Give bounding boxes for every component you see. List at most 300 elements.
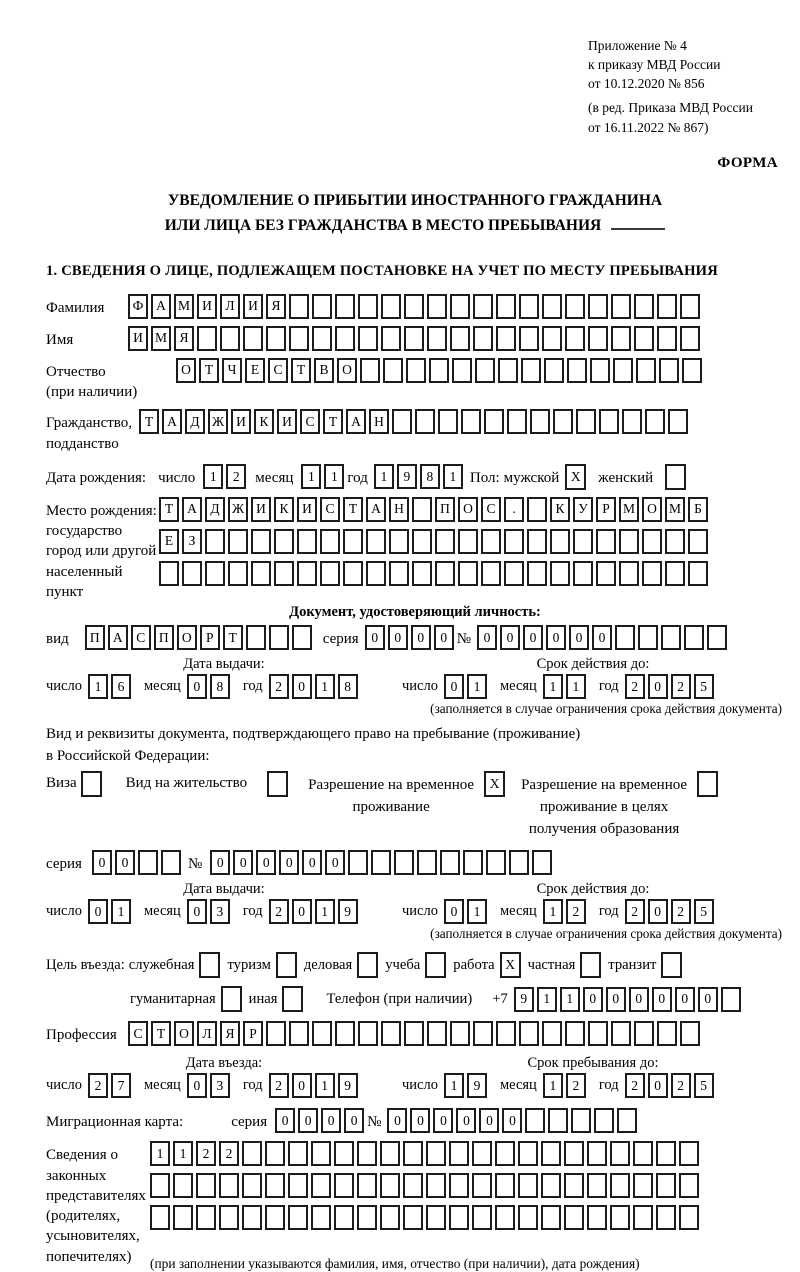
char-cell[interactable] xyxy=(334,1173,354,1198)
char-cell[interactable] xyxy=(196,1173,216,1198)
char-cell[interactable] xyxy=(636,358,656,383)
char-cell[interactable]: 1 xyxy=(324,464,344,489)
char-cell[interactable] xyxy=(659,358,679,383)
char-cell[interactable] xyxy=(565,294,585,319)
char-cell[interactable] xyxy=(544,358,564,383)
purpose-tourism-checkbox[interactable] xyxy=(276,952,297,978)
char-cell[interactable]: 2 xyxy=(671,1073,691,1098)
char-cell[interactable] xyxy=(196,1205,216,1230)
char-cell[interactable]: 2 xyxy=(625,899,645,924)
char-cell[interactable]: О xyxy=(458,497,478,522)
char-cell[interactable]: И xyxy=(297,497,317,522)
char-cell[interactable]: 1 xyxy=(543,899,563,924)
char-cell[interactable]: Т xyxy=(199,358,219,383)
char-cell[interactable]: 0 xyxy=(92,850,112,875)
char-cell[interactable]: 5 xyxy=(694,674,714,699)
char-cell[interactable] xyxy=(450,1021,470,1046)
char-cell[interactable]: Р xyxy=(596,497,616,522)
char-cell[interactable] xyxy=(381,294,401,319)
char-cell[interactable] xyxy=(519,326,539,351)
char-cell[interactable]: 0 xyxy=(233,850,253,875)
char-cell[interactable]: А xyxy=(182,497,202,522)
char-cell[interactable] xyxy=(269,625,289,650)
char-cell[interactable] xyxy=(564,1205,584,1230)
char-cell[interactable] xyxy=(473,294,493,319)
char-cell[interactable]: 9 xyxy=(514,987,534,1012)
char-cell[interactable]: Р xyxy=(200,625,220,650)
char-cell[interactable]: 3 xyxy=(210,1073,230,1098)
char-cell[interactable]: Н xyxy=(389,497,409,522)
char-cell[interactable]: О xyxy=(337,358,357,383)
title-blank-underline[interactable] xyxy=(611,215,665,230)
char-cell[interactable] xyxy=(266,1021,286,1046)
char-cell[interactable]: О xyxy=(177,625,197,650)
char-cell[interactable] xyxy=(412,561,432,586)
char-cell[interactable] xyxy=(611,294,631,319)
char-cell[interactable]: С xyxy=(128,1021,148,1046)
char-cell[interactable]: И xyxy=(231,409,251,434)
char-cell[interactable]: 0 xyxy=(187,674,207,699)
char-cell[interactable] xyxy=(542,1021,562,1046)
char-cell[interactable] xyxy=(427,294,447,319)
char-cell[interactable]: 2 xyxy=(269,1073,289,1098)
char-cell[interactable] xyxy=(427,326,447,351)
char-cell[interactable]: 2 xyxy=(625,674,645,699)
char-cell[interactable]: Ж xyxy=(228,497,248,522)
char-cell[interactable] xyxy=(661,625,681,650)
char-cell[interactable] xyxy=(289,1021,309,1046)
char-cell[interactable] xyxy=(634,294,654,319)
char-cell[interactable]: 0 xyxy=(292,674,312,699)
char-cell[interactable]: 0 xyxy=(675,987,695,1012)
char-cell[interactable]: 0 xyxy=(444,899,464,924)
char-cell[interactable] xyxy=(615,625,635,650)
char-cell[interactable]: И xyxy=(277,409,297,434)
char-cell[interactable] xyxy=(657,1021,677,1046)
char-cell[interactable] xyxy=(335,326,355,351)
char-cell[interactable]: 0 xyxy=(652,987,672,1012)
char-cell[interactable]: Д xyxy=(205,497,225,522)
char-cell[interactable]: Т xyxy=(223,625,243,650)
char-cell[interactable]: 1 xyxy=(301,464,321,489)
char-cell[interactable]: 5 xyxy=(694,1073,714,1098)
char-cell[interactable] xyxy=(426,1205,446,1230)
char-cell[interactable]: . xyxy=(504,497,524,522)
char-cell[interactable]: С xyxy=(300,409,320,434)
char-cell[interactable] xyxy=(251,561,271,586)
char-cell[interactable]: М xyxy=(665,497,685,522)
char-cell[interactable] xyxy=(334,1205,354,1230)
char-cell[interactable]: 0 xyxy=(444,674,464,699)
char-cell[interactable] xyxy=(150,1205,170,1230)
char-cell[interactable] xyxy=(472,1205,492,1230)
char-cell[interactable] xyxy=(587,1205,607,1230)
char-cell[interactable] xyxy=(461,409,481,434)
char-cell[interactable] xyxy=(498,358,518,383)
char-cell[interactable] xyxy=(542,294,562,319)
char-cell[interactable] xyxy=(458,529,478,554)
char-cell[interactable] xyxy=(484,409,504,434)
char-cell[interactable]: И xyxy=(251,497,271,522)
char-cell[interactable] xyxy=(440,850,460,875)
char-cell[interactable]: 1 xyxy=(315,899,335,924)
char-cell[interactable] xyxy=(312,326,332,351)
char-cell[interactable] xyxy=(680,1021,700,1046)
char-cell[interactable] xyxy=(358,294,378,319)
purpose-humanitarian-checkbox[interactable] xyxy=(221,986,242,1012)
char-cell[interactable] xyxy=(450,294,470,319)
char-cell[interactable]: Я xyxy=(220,1021,240,1046)
char-cell[interactable]: Я xyxy=(174,326,194,351)
char-cell[interactable]: 0 xyxy=(344,1108,364,1133)
char-cell[interactable]: 0 xyxy=(433,1108,453,1133)
char-cell[interactable] xyxy=(292,625,312,650)
char-cell[interactable] xyxy=(452,358,472,383)
visa-checkbox[interactable] xyxy=(81,771,102,797)
char-cell[interactable] xyxy=(182,561,202,586)
char-cell[interactable] xyxy=(228,529,248,554)
char-cell[interactable]: С xyxy=(320,497,340,522)
char-cell[interactable] xyxy=(642,561,662,586)
char-cell[interactable] xyxy=(312,294,332,319)
char-cell[interactable] xyxy=(320,529,340,554)
char-cell[interactable]: 0 xyxy=(500,625,520,650)
char-cell[interactable] xyxy=(243,326,263,351)
char-cell[interactable]: Т xyxy=(323,409,343,434)
char-cell[interactable] xyxy=(527,497,547,522)
char-cell[interactable]: О xyxy=(176,358,196,383)
char-cell[interactable] xyxy=(565,326,585,351)
char-cell[interactable] xyxy=(527,529,547,554)
char-cell[interactable]: 0 xyxy=(592,625,612,650)
char-cell[interactable] xyxy=(412,497,432,522)
char-cell[interactable]: Л xyxy=(197,1021,217,1046)
char-cell[interactable] xyxy=(679,1205,699,1230)
char-cell[interactable] xyxy=(588,294,608,319)
char-cell[interactable]: Т xyxy=(343,497,363,522)
char-cell[interactable] xyxy=(381,1021,401,1046)
char-cell[interactable]: Р xyxy=(243,1021,263,1046)
char-cell[interactable]: 0 xyxy=(569,625,589,650)
char-cell[interactable]: 9 xyxy=(338,1073,358,1098)
char-cell[interactable] xyxy=(622,409,642,434)
char-cell[interactable]: Б xyxy=(688,497,708,522)
char-cell[interactable] xyxy=(173,1173,193,1198)
char-cell[interactable]: 1 xyxy=(173,1141,193,1166)
char-cell[interactable]: 6 xyxy=(111,674,131,699)
char-cell[interactable]: 0 xyxy=(523,625,543,650)
char-cell[interactable]: К xyxy=(254,409,274,434)
char-cell[interactable]: З xyxy=(182,529,202,554)
char-cell[interactable]: 1 xyxy=(315,674,335,699)
char-cell[interactable] xyxy=(496,326,516,351)
char-cell[interactable]: 1 xyxy=(203,464,223,489)
char-cell[interactable] xyxy=(389,561,409,586)
char-cell[interactable]: Ж xyxy=(208,409,228,434)
char-cell[interactable]: П xyxy=(85,625,105,650)
char-cell[interactable] xyxy=(642,529,662,554)
char-cell[interactable] xyxy=(525,1108,545,1133)
char-cell[interactable] xyxy=(656,1205,676,1230)
purpose-official-checkbox[interactable] xyxy=(199,952,220,978)
char-cell[interactable] xyxy=(138,850,158,875)
char-cell[interactable]: 9 xyxy=(397,464,417,489)
char-cell[interactable] xyxy=(495,1205,515,1230)
char-cell[interactable] xyxy=(680,326,700,351)
char-cell[interactable] xyxy=(357,1173,377,1198)
char-cell[interactable]: 0 xyxy=(279,850,299,875)
char-cell[interactable]: 0 xyxy=(325,850,345,875)
char-cell[interactable] xyxy=(638,625,658,650)
char-cell[interactable] xyxy=(406,358,426,383)
char-cell[interactable]: Е xyxy=(159,529,179,554)
char-cell[interactable]: Т xyxy=(151,1021,171,1046)
char-cell[interactable] xyxy=(357,1205,377,1230)
char-cell[interactable]: А xyxy=(108,625,128,650)
char-cell[interactable] xyxy=(288,1205,308,1230)
char-cell[interactable] xyxy=(610,1205,630,1230)
char-cell[interactable]: 0 xyxy=(479,1108,499,1133)
char-cell[interactable]: 1 xyxy=(443,464,463,489)
char-cell[interactable] xyxy=(427,1021,447,1046)
char-cell[interactable]: 0 xyxy=(502,1108,522,1133)
char-cell[interactable] xyxy=(426,1173,446,1198)
char-cell[interactable] xyxy=(553,409,573,434)
char-cell[interactable]: 3 xyxy=(210,899,230,924)
char-cell[interactable] xyxy=(571,1108,591,1133)
char-cell[interactable]: 0 xyxy=(115,850,135,875)
char-cell[interactable] xyxy=(596,561,616,586)
char-cell[interactable] xyxy=(599,409,619,434)
char-cell[interactable] xyxy=(504,529,524,554)
char-cell[interactable] xyxy=(567,358,587,383)
char-cell[interactable] xyxy=(150,1173,170,1198)
char-cell[interactable]: П xyxy=(435,497,455,522)
char-cell[interactable]: И xyxy=(128,326,148,351)
char-cell[interactable] xyxy=(417,850,437,875)
char-cell[interactable] xyxy=(633,1173,653,1198)
char-cell[interactable]: 1 xyxy=(444,1073,464,1098)
char-cell[interactable] xyxy=(472,1173,492,1198)
char-cell[interactable]: 2 xyxy=(88,1073,108,1098)
char-cell[interactable] xyxy=(633,1205,653,1230)
char-cell[interactable] xyxy=(450,326,470,351)
char-cell[interactable]: М xyxy=(619,497,639,522)
char-cell[interactable]: Ч xyxy=(222,358,242,383)
char-cell[interactable]: 0 xyxy=(698,987,718,1012)
char-cell[interactable] xyxy=(611,326,631,351)
char-cell[interactable]: О xyxy=(642,497,662,522)
char-cell[interactable] xyxy=(403,1205,423,1230)
char-cell[interactable] xyxy=(481,561,501,586)
char-cell[interactable]: Ф xyxy=(128,294,148,319)
char-cell[interactable]: Т xyxy=(139,409,159,434)
char-cell[interactable] xyxy=(527,561,547,586)
char-cell[interactable] xyxy=(265,1173,285,1198)
char-cell[interactable] xyxy=(312,1021,332,1046)
char-cell[interactable]: 1 xyxy=(543,1073,563,1098)
char-cell[interactable]: 0 xyxy=(434,625,454,650)
char-cell[interactable] xyxy=(389,529,409,554)
char-cell[interactable] xyxy=(550,561,570,586)
char-cell[interactable] xyxy=(404,326,424,351)
purpose-business-checkbox[interactable] xyxy=(357,952,378,978)
char-cell[interactable] xyxy=(519,294,539,319)
char-cell[interactable]: 0 xyxy=(292,899,312,924)
char-cell[interactable]: К xyxy=(550,497,570,522)
char-cell[interactable] xyxy=(380,1205,400,1230)
char-cell[interactable] xyxy=(246,625,266,650)
char-cell[interactable] xyxy=(519,1021,539,1046)
char-cell[interactable] xyxy=(588,326,608,351)
char-cell[interactable] xyxy=(228,561,248,586)
char-cell[interactable] xyxy=(380,1173,400,1198)
char-cell[interactable] xyxy=(530,409,550,434)
char-cell[interactable]: 0 xyxy=(298,1108,318,1133)
char-cell[interactable]: 0 xyxy=(629,987,649,1012)
char-cell[interactable] xyxy=(297,529,317,554)
char-cell[interactable]: С xyxy=(131,625,151,650)
char-cell[interactable]: 0 xyxy=(648,899,668,924)
char-cell[interactable] xyxy=(219,1173,239,1198)
char-cell[interactable] xyxy=(335,1021,355,1046)
char-cell[interactable]: А xyxy=(366,497,386,522)
char-cell[interactable]: 0 xyxy=(477,625,497,650)
char-cell[interactable] xyxy=(403,1173,423,1198)
char-cell[interactable]: 1 xyxy=(315,1073,335,1098)
char-cell[interactable]: 0 xyxy=(187,1073,207,1098)
char-cell[interactable] xyxy=(311,1173,331,1198)
char-cell[interactable] xyxy=(173,1205,193,1230)
char-cell[interactable]: И xyxy=(243,294,263,319)
char-cell[interactable] xyxy=(289,326,309,351)
char-cell[interactable] xyxy=(358,1021,378,1046)
char-cell[interactable]: У xyxy=(573,497,593,522)
gender-female-checkbox[interactable] xyxy=(665,464,686,490)
char-cell[interactable]: 5 xyxy=(694,899,714,924)
char-cell[interactable]: 0 xyxy=(275,1108,295,1133)
char-cell[interactable]: А xyxy=(162,409,182,434)
char-cell[interactable] xyxy=(394,850,414,875)
char-cell[interactable] xyxy=(343,561,363,586)
char-cell[interactable] xyxy=(496,1021,516,1046)
char-cell[interactable] xyxy=(507,409,527,434)
char-cell[interactable]: А xyxy=(151,294,171,319)
char-cell[interactable]: 2 xyxy=(566,899,586,924)
char-cell[interactable]: 1 xyxy=(88,674,108,699)
char-cell[interactable]: 0 xyxy=(88,899,108,924)
char-cell[interactable] xyxy=(590,358,610,383)
purpose-work-checkbox[interactable]: X xyxy=(500,952,521,978)
char-cell[interactable] xyxy=(594,1108,614,1133)
char-cell[interactable] xyxy=(159,561,179,586)
char-cell[interactable]: 2 xyxy=(625,1073,645,1098)
char-cell[interactable]: М xyxy=(151,326,171,351)
char-cell[interactable]: 0 xyxy=(292,1073,312,1098)
char-cell[interactable] xyxy=(495,1173,515,1198)
char-cell[interactable] xyxy=(297,561,317,586)
char-cell[interactable]: 1 xyxy=(566,674,586,699)
char-cell[interactable] xyxy=(371,850,391,875)
char-cell[interactable] xyxy=(348,850,368,875)
char-cell[interactable]: 2 xyxy=(671,674,691,699)
char-cell[interactable] xyxy=(680,294,700,319)
char-cell[interactable] xyxy=(619,561,639,586)
char-cell[interactable] xyxy=(634,1021,654,1046)
char-cell[interactable] xyxy=(320,561,340,586)
char-cell[interactable] xyxy=(541,1205,561,1230)
char-cell[interactable] xyxy=(220,326,240,351)
char-cell[interactable] xyxy=(496,294,516,319)
char-cell[interactable]: С xyxy=(481,497,501,522)
char-cell[interactable] xyxy=(404,294,424,319)
char-cell[interactable] xyxy=(366,561,386,586)
char-cell[interactable]: 8 xyxy=(420,464,440,489)
purpose-private-checkbox[interactable] xyxy=(580,952,601,978)
char-cell[interactable]: 8 xyxy=(338,674,358,699)
char-cell[interactable] xyxy=(251,529,271,554)
char-cell[interactable]: 1 xyxy=(150,1141,170,1166)
char-cell[interactable]: 1 xyxy=(467,674,487,699)
char-cell[interactable]: 0 xyxy=(302,850,322,875)
char-cell[interactable]: В xyxy=(314,358,334,383)
char-cell[interactable] xyxy=(473,1021,493,1046)
char-cell[interactable] xyxy=(665,561,685,586)
char-cell[interactable]: 2 xyxy=(269,674,289,699)
char-cell[interactable]: 1 xyxy=(374,464,394,489)
char-cell[interactable]: 0 xyxy=(606,987,626,1012)
char-cell[interactable] xyxy=(360,358,380,383)
char-cell[interactable] xyxy=(548,1108,568,1133)
char-cell[interactable] xyxy=(392,409,412,434)
char-cell[interactable] xyxy=(573,529,593,554)
char-cell[interactable]: К xyxy=(274,497,294,522)
char-cell[interactable] xyxy=(288,1173,308,1198)
char-cell[interactable] xyxy=(532,850,552,875)
gender-male-checkbox[interactable]: X xyxy=(565,464,586,490)
char-cell[interactable] xyxy=(721,987,741,1012)
char-cell[interactable] xyxy=(613,358,633,383)
char-cell[interactable]: 0 xyxy=(648,1073,668,1098)
purpose-transit-checkbox[interactable] xyxy=(661,952,682,978)
char-cell[interactable]: 0 xyxy=(321,1108,341,1133)
char-cell[interactable] xyxy=(573,561,593,586)
char-cell[interactable]: 0 xyxy=(648,674,668,699)
char-cell[interactable] xyxy=(449,1173,469,1198)
purpose-study-checkbox[interactable] xyxy=(425,952,446,978)
char-cell[interactable] xyxy=(463,850,483,875)
char-cell[interactable] xyxy=(381,326,401,351)
char-cell[interactable] xyxy=(610,1173,630,1198)
char-cell[interactable]: 9 xyxy=(467,1073,487,1098)
char-cell[interactable] xyxy=(265,1205,285,1230)
char-cell[interactable] xyxy=(274,529,294,554)
char-cell[interactable]: Н xyxy=(369,409,389,434)
char-cell[interactable]: 0 xyxy=(388,625,408,650)
char-cell[interactable]: 0 xyxy=(387,1108,407,1133)
char-cell[interactable] xyxy=(161,850,181,875)
char-cell[interactable] xyxy=(564,1173,584,1198)
char-cell[interactable] xyxy=(657,326,677,351)
char-cell[interactable] xyxy=(576,409,596,434)
char-cell[interactable] xyxy=(358,326,378,351)
char-cell[interactable] xyxy=(473,326,493,351)
char-cell[interactable]: 9 xyxy=(338,899,358,924)
char-cell[interactable]: Т xyxy=(291,358,311,383)
char-cell[interactable] xyxy=(274,561,294,586)
char-cell[interactable]: 2 xyxy=(226,464,246,489)
char-cell[interactable] xyxy=(587,1173,607,1198)
